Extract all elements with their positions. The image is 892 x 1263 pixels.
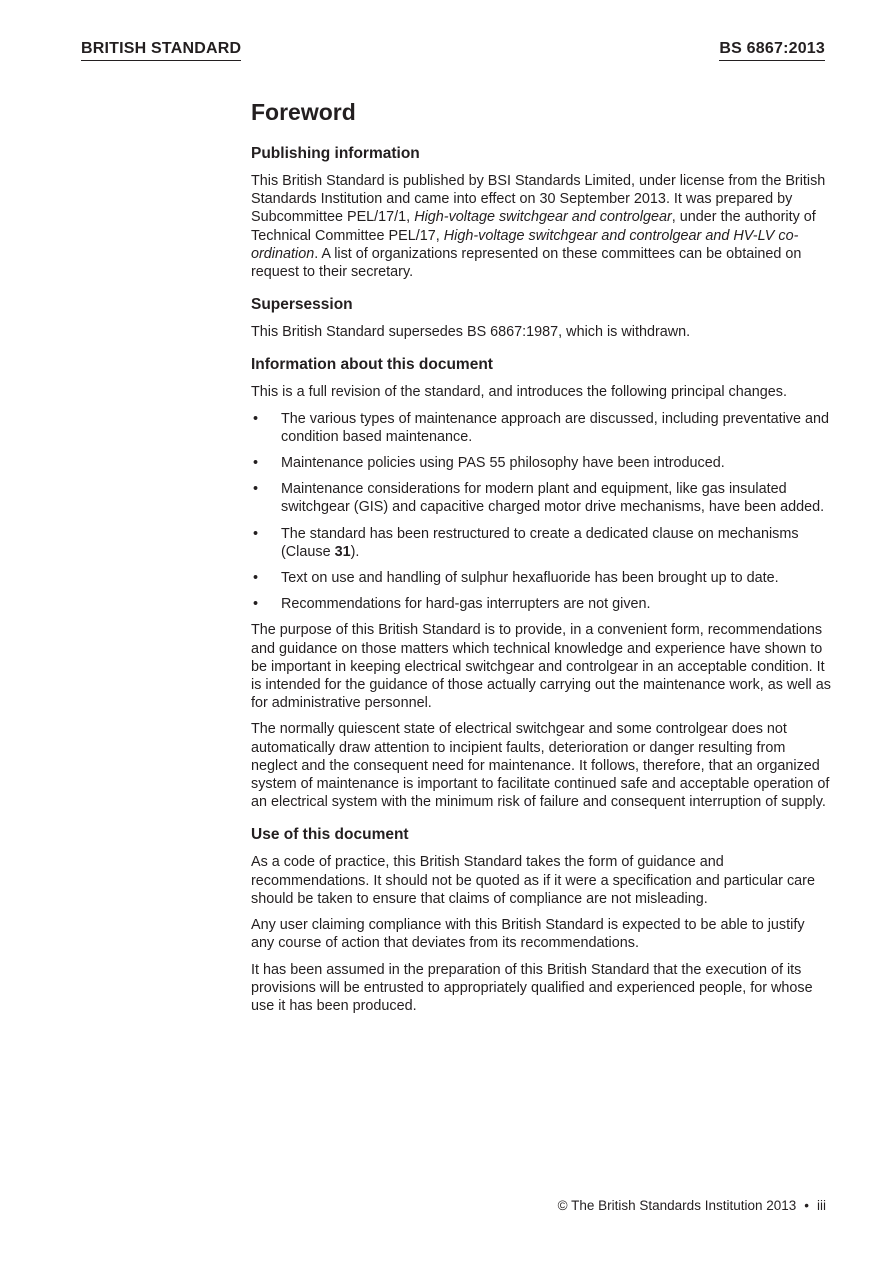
page-number: iii — [817, 1198, 826, 1213]
bullet-icon: • — [253, 455, 259, 472]
supersession-heading: Supersession — [251, 296, 353, 314]
information-heading: Information about this document — [251, 356, 493, 374]
running-header-right — [719, 40, 825, 61]
page-title: Foreword — [251, 99, 356, 125]
information-intro: This is a full revision of the standard, and introduces the following principal changes. — [251, 384, 787, 401]
list-item — [251, 569, 831, 587]
clause-reference: 31 — [334, 543, 351, 560]
list-item — [251, 480, 831, 516]
use-paragraph-1: As a code of practice, this British Standard takes the form of guidance and recommendations. It should not be quoted as if it were a specification and particular care should be taken to ensure that claims of compliance are not misleading. — [251, 854, 815, 907]
bullet-icon: • — [253, 525, 259, 542]
publishing-text-3: . A list of organizations represented on these committees can be obtained on request to their secretary. — [251, 245, 802, 281]
list-item-text: Maintenance considerations for modern plant and equipment, like gas insulated switchgear (GIS) and capacitive charged motor drive mechanisms, have been added. — [281, 481, 825, 516]
changes-list — [251, 410, 831, 614]
list-item — [251, 454, 831, 472]
publishing-text-1: This British Standard is published by BSI Standards Limited, under license from the British Standards Institution and came into effect on 30 September 2013. It was prepared by Subcommittee PEL/17/1, — [251, 173, 826, 226]
committee-title: High-voltage switchgear and controlgear and HV-LV co-ordination — [251, 227, 799, 262]
quiescent-paragraph: The normally quiescent state of electrical switchgear and some controlgear does not automatically draw attention to incipient faults, deterioration or danger resulting from neglect and the consequent need for maintenance. It follows, therefore, that an organized system of maintenance is important to facilitate continued safe and acceptable operation of an electrical system with the minimum risk of failure and consequent interruption of supply. — [251, 721, 830, 811]
publishing-text-2: , under the authority of Technical Committee PEL/17, — [251, 209, 816, 244]
use-paragraph-2: Any user claiming compliance with this British Standard is expected to be able to justify any course of action that deviates from its recommendations. — [251, 917, 805, 952]
list-item-text: Recommendations for hard-gas interrupters are not given. — [281, 596, 651, 613]
subcommittee-title: High-voltage switchgear and controlgear — [414, 209, 672, 226]
list-item-text: Text on use and handling of sulphur hexafluoride has been brought up to date. — [281, 570, 779, 587]
publishing-paragraph — [251, 172, 831, 281]
header-standard-number: BS 6867:2013 — [719, 40, 825, 61]
list-item-text: The standard has been restructured to create a dedicated clause on mechanisms (Clause — [281, 525, 799, 560]
bullet-icon: • — [253, 481, 259, 498]
list-item — [251, 595, 831, 613]
use-heading: Use of this document — [251, 826, 409, 844]
list-item-text: Maintenance policies using PAS 55 philosophy have been introduced. — [281, 455, 725, 472]
header-standard-label: BRITISH STANDARD — [81, 40, 241, 61]
running-header-left — [81, 40, 241, 61]
bullet-icon: • — [253, 570, 259, 587]
purpose-paragraph: The purpose of this British Standard is to provide, in a convenient form, recommendations and guidance on those matters which technical knowledge and experience have shown to be important in keeping electrical switchgear and controlgear in an acceptable condition. It is intended for the guidance of those actually carrying out the maintenance work, as well as for administrative personnel. — [251, 622, 831, 712]
list-item-text: The various types of maintenance approach are discussed, including preventative and condition based maintenance. — [281, 410, 829, 445]
list-item — [251, 410, 831, 446]
bullet-icon: • — [253, 410, 259, 427]
supersession-paragraph: This British Standard supersedes BS 6867:1987, which is withdrawn. — [251, 324, 691, 341]
use-paragraph-3: It has been assumed in the preparation of this British Standard that the execution of its provisions will be entrusted to appropriately qualified and experienced people, for whose use it has been produced. — [251, 961, 813, 1014]
foreword-content — [251, 97, 831, 1023]
page-footer — [558, 1198, 826, 1213]
list-item — [251, 525, 831, 561]
copyright-notice: © The British Standards Institution 2013 — [557, 1198, 797, 1213]
publishing-heading: Publishing information — [251, 145, 420, 162]
list-item-text-end: ). — [350, 543, 360, 560]
bullet-icon: • — [253, 596, 259, 613]
footer-separator: • — [804, 1198, 809, 1213]
